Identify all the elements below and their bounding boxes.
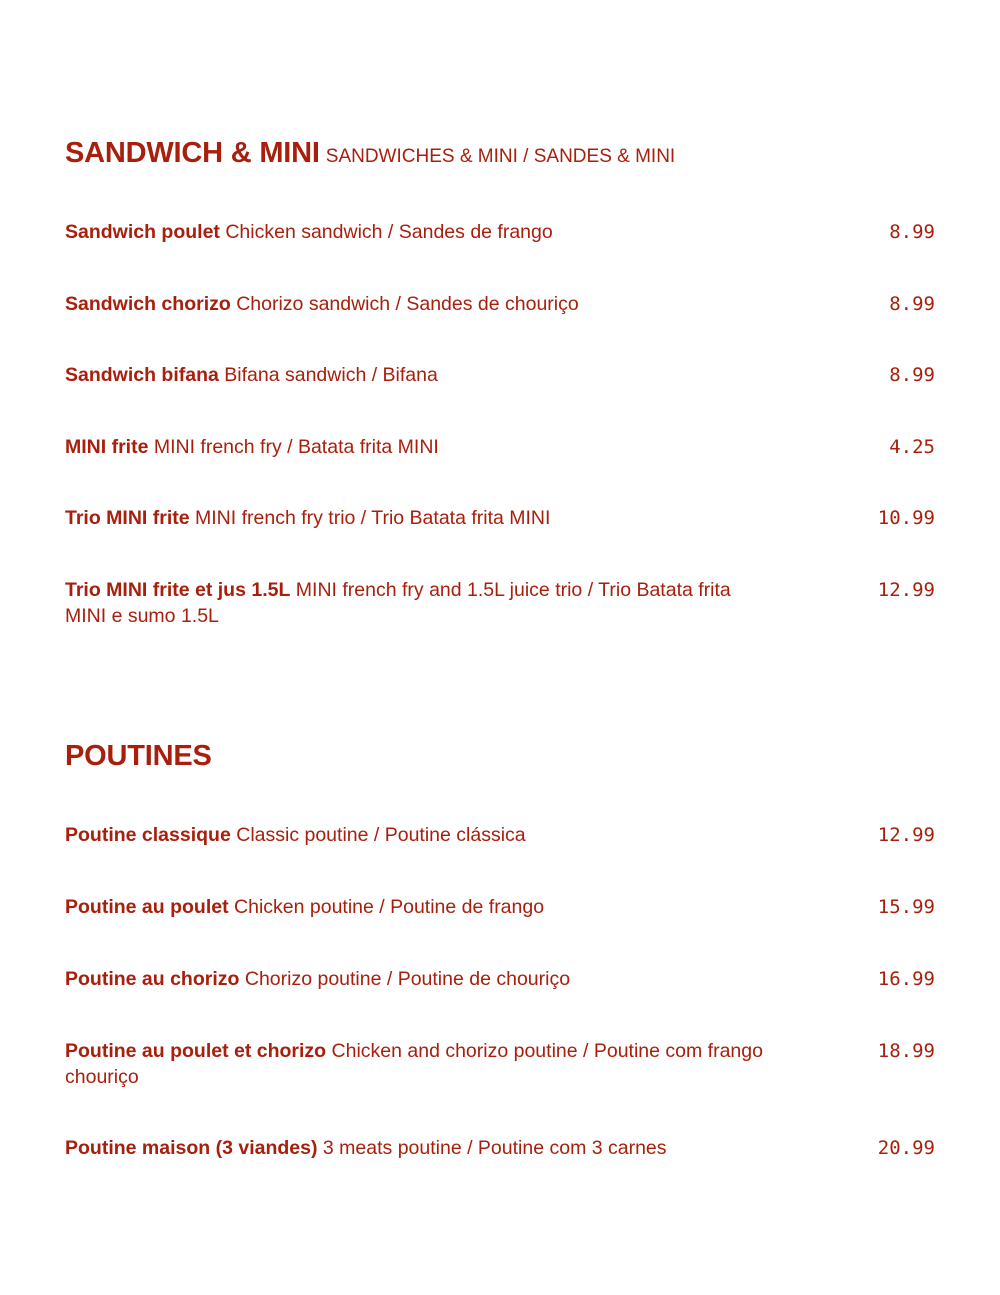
- menu-item-name: Poutine au poulet et chorizo: [65, 1040, 327, 1062]
- menu-item-name: MINI frite: [65, 436, 149, 458]
- section-title: [65, 137, 675, 170]
- section-heading: POUTINES: [65, 740, 212, 772]
- menu-item-description: Chicken sandwich / Sandes de frango: [225, 221, 553, 243]
- menu-item-price: 15.99: [877, 896, 935, 918]
- menu-item-description: Chicken and chorizo poutine / Poutine com frango chouriço: [65, 1040, 763, 1088]
- menu-item-text: [65, 966, 765, 992]
- menu-item-text: [65, 219, 765, 245]
- section-title: [65, 740, 212, 773]
- menu-item-text: [65, 505, 765, 531]
- menu-item-description: Bifana sandwich / Bifana: [224, 364, 438, 386]
- menu-item-description: MINI french fry / Batata frita MINI: [153, 436, 439, 458]
- menu-item-name: Sandwich bifana: [65, 364, 219, 386]
- menu-item-description: Classic poutine / Poutine clássica: [236, 824, 526, 846]
- section-heading: SANDWICH & MINI: [65, 137, 320, 169]
- menu-item-text: [65, 894, 765, 920]
- menu-item-text: [65, 434, 765, 460]
- menu-item-price: 18.99: [877, 1040, 935, 1062]
- menu-item-description: 3 meats poutine / Poutine com 3 carnes: [322, 1137, 667, 1159]
- section-subheading: SANDWICHES & MINI / SANDES & MINI: [325, 146, 676, 167]
- menu-item-text: [65, 1135, 765, 1161]
- menu-item-name: Sandwich chorizo: [65, 293, 231, 315]
- menu-item-name: Poutine classique: [65, 824, 231, 846]
- menu-item-text: [65, 822, 765, 848]
- menu-item-price: 8.99: [889, 364, 935, 386]
- menu-item-name: Sandwich poulet: [65, 221, 226, 243]
- menu-item-name: Trio MINI frite et jus 1.5L: [65, 579, 291, 601]
- menu-item-price: 10.99: [877, 507, 935, 529]
- menu-item-description: MINI french fry and 1.5L juice trio / Trio Batata frita MINI e sumo 1.5L: [65, 579, 731, 627]
- menu-item-name: Trio MINI frite: [65, 507, 190, 529]
- menu-item-description: Chorizo poutine / Poutine de chouriço: [244, 968, 571, 990]
- menu-item-text: [65, 1038, 765, 1090]
- menu-item-text: [65, 291, 765, 317]
- menu-item-price: 20.99: [877, 1137, 935, 1159]
- menu-item-text: [65, 577, 765, 629]
- menu-item-price: 8.99: [889, 293, 935, 315]
- menu-item-price: 8.99: [889, 221, 935, 243]
- menu-item-name: Poutine au poulet: [65, 896, 229, 918]
- menu-item-description: Chicken poutine / Poutine de frango: [234, 896, 545, 918]
- menu-item-name: Poutine au chorizo: [65, 968, 240, 990]
- menu-item-description: Chorizo sandwich / Sandes de chouriço: [236, 293, 579, 315]
- menu-item-price: 4.25: [889, 436, 935, 458]
- menu-item-price: 12.99: [877, 579, 935, 601]
- menu-item-text: [65, 362, 765, 388]
- menu-item-description: MINI french fry trio / Trio Batata frita MINI: [195, 507, 551, 529]
- menu-item-name: Poutine maison (3 viandes): [65, 1137, 318, 1159]
- menu-item-price: 16.99: [877, 968, 935, 990]
- menu-item-price: 12.99: [877, 824, 935, 846]
